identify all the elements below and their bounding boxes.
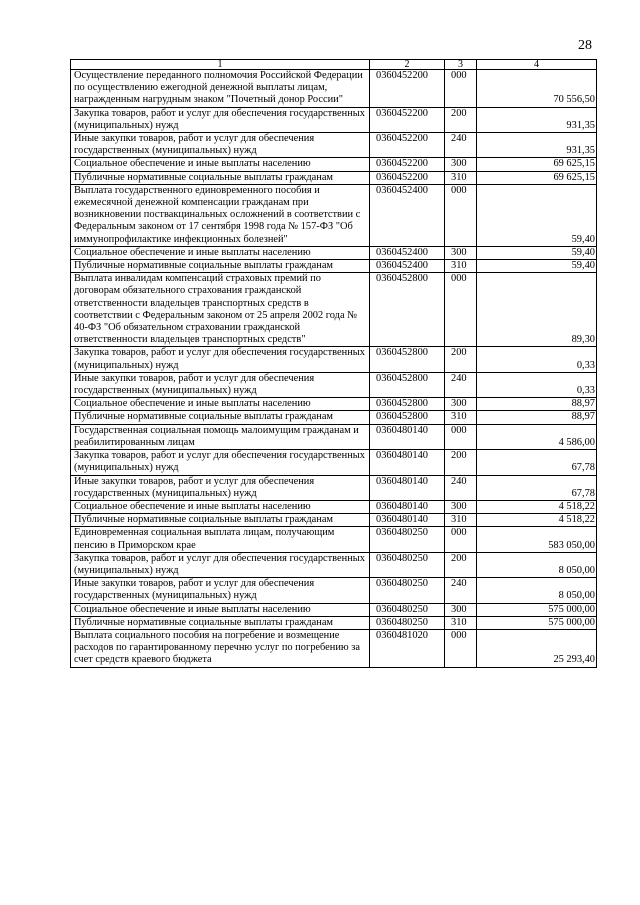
row-type: 000 bbox=[445, 273, 477, 347]
row-type: 200 bbox=[445, 552, 477, 577]
row-type: 240 bbox=[445, 475, 477, 500]
row-sum: 0,33 bbox=[477, 347, 597, 372]
row-code: 0360452200 bbox=[370, 171, 445, 184]
row-name: Выплата государственного единовременного пособия и ежемесячной денежной компенсации гражданам при возникновении поствакцинальных осложнений в соответствии с Федеральным законом от 17 сентября 1998 года № 157-ФЗ "Об иммунопрофилактике инфекционных болезней" bbox=[71, 184, 370, 246]
row-name: Публичные нормативные социальные выплаты гражданам bbox=[71, 260, 370, 273]
row-sum: 4 518,22 bbox=[477, 514, 597, 527]
row-type: 310 bbox=[445, 514, 477, 527]
row-name: Иные закупки товаров, работ и услуг для обеспечения государственных (муниципальных) нужд bbox=[71, 578, 370, 603]
row-type: 200 bbox=[445, 107, 477, 132]
row-name: Публичные нормативные социальные выплаты гражданам bbox=[71, 514, 370, 527]
row-name: Публичные нормативные социальные выплаты гражданам bbox=[71, 171, 370, 184]
row-sum: 931,35 bbox=[477, 107, 597, 132]
table-row bbox=[71, 70, 597, 108]
row-sum: 69 625,15 bbox=[477, 158, 597, 171]
row-type: 310 bbox=[445, 260, 477, 273]
row-sum: 4 586,00 bbox=[477, 424, 597, 449]
row-sum: 8 050,00 bbox=[477, 552, 597, 577]
header-col-4: 4 bbox=[477, 60, 597, 70]
table-row bbox=[71, 171, 597, 184]
row-code: 0360480250 bbox=[370, 616, 445, 629]
header-col-3: 3 bbox=[445, 60, 477, 70]
table-row bbox=[71, 260, 597, 273]
row-sum: 67,78 bbox=[477, 450, 597, 475]
row-sum: 8 050,00 bbox=[477, 578, 597, 603]
row-sum: 59,40 bbox=[477, 260, 597, 273]
row-code: 0360452800 bbox=[370, 372, 445, 397]
table-row bbox=[71, 133, 597, 158]
row-sum: 4 518,22 bbox=[477, 500, 597, 513]
row-type: 000 bbox=[445, 424, 477, 449]
row-name: Закупка товаров, работ и услуг для обеспечения государственных (муниципальных) нужд bbox=[71, 347, 370, 372]
row-type: 310 bbox=[445, 411, 477, 424]
row-code: 0360480250 bbox=[370, 578, 445, 603]
row-sum: 67,78 bbox=[477, 475, 597, 500]
row-code: 0360481020 bbox=[370, 629, 445, 667]
table-row bbox=[71, 552, 597, 577]
row-type: 310 bbox=[445, 171, 477, 184]
row-code: 0360452800 bbox=[370, 347, 445, 372]
row-code: 0360480140 bbox=[370, 475, 445, 500]
table-row bbox=[71, 411, 597, 424]
row-sum: 70 556,50 bbox=[477, 70, 597, 108]
table-row bbox=[71, 450, 597, 475]
row-code: 0360452800 bbox=[370, 273, 445, 347]
row-name: Социальное обеспечение и иные выплаты населению bbox=[71, 603, 370, 616]
row-sum: 88,97 bbox=[477, 411, 597, 424]
row-code: 0360452200 bbox=[370, 70, 445, 108]
row-sum: 89,30 bbox=[477, 273, 597, 347]
row-sum: 575 000,00 bbox=[477, 603, 597, 616]
row-type: 000 bbox=[445, 527, 477, 552]
row-name: Социальное обеспечение и иные выплаты населению bbox=[71, 246, 370, 259]
row-code: 0360452400 bbox=[370, 246, 445, 259]
table-row bbox=[71, 246, 597, 259]
row-name: Выплата инвалидам компенсаций страховых премий по договорам обязательного страхования гражданской ответственности владельцев транспортных средств в соответствии с Федеральным законом от 25 апреля 2002 года № 40-ФЗ "Об обязательном страховании гражданской ответственности владельцев транспортных средств" bbox=[71, 273, 370, 347]
table-row bbox=[71, 424, 597, 449]
header-col-2: 2 bbox=[370, 60, 445, 70]
table-row bbox=[71, 603, 597, 616]
table-row bbox=[71, 514, 597, 527]
table-header-row bbox=[71, 60, 597, 70]
row-sum: 583 050,00 bbox=[477, 527, 597, 552]
row-type: 300 bbox=[445, 500, 477, 513]
row-name: Иные закупки товаров, работ и услуг для обеспечения государственных (муниципальных) нужд bbox=[71, 475, 370, 500]
row-code: 0360452800 bbox=[370, 398, 445, 411]
row-type: 300 bbox=[445, 158, 477, 171]
row-code: 0360480140 bbox=[370, 424, 445, 449]
row-code: 0360480250 bbox=[370, 527, 445, 552]
row-name: Закупка товаров, работ и услуг для обеспечения государственных (муниципальных) нужд bbox=[71, 552, 370, 577]
row-name: Осуществление переданного полномочия Российской Федерации по осуществлению ежегодной денежной выплаты лицам, награжденным нагрудным знаком "Почетный донор России" bbox=[71, 70, 370, 108]
row-name: Закупка товаров, работ и услуг для обеспечения государственных (муниципальных) нужд bbox=[71, 450, 370, 475]
row-name: Социальное обеспечение и иные выплаты населению bbox=[71, 398, 370, 411]
row-sum: 575 000,00 bbox=[477, 616, 597, 629]
row-code: 0360452400 bbox=[370, 260, 445, 273]
row-type: 300 bbox=[445, 603, 477, 616]
table-row bbox=[71, 616, 597, 629]
row-code: 0360480250 bbox=[370, 552, 445, 577]
row-name: Публичные нормативные социальные выплаты гражданам bbox=[71, 616, 370, 629]
row-code: 0360452200 bbox=[370, 133, 445, 158]
row-name: Публичные нормативные социальные выплаты гражданам bbox=[71, 411, 370, 424]
row-name: Государственная социальная помощь малоимущим гражданам и реабилитированным лицам bbox=[71, 424, 370, 449]
table-row bbox=[71, 527, 597, 552]
table-row bbox=[71, 347, 597, 372]
row-name: Иные закупки товаров, работ и услуг для обеспечения государственных (муниципальных) нужд bbox=[71, 133, 370, 158]
row-sum: 59,40 bbox=[477, 246, 597, 259]
row-type: 200 bbox=[445, 450, 477, 475]
row-type: 200 bbox=[445, 347, 477, 372]
row-type: 000 bbox=[445, 70, 477, 108]
row-code: 0360480140 bbox=[370, 514, 445, 527]
row-type: 300 bbox=[445, 398, 477, 411]
row-name: Закупка товаров, работ и услуг для обеспечения государственных (муниципальных) нужд bbox=[71, 107, 370, 132]
table-row bbox=[71, 273, 597, 347]
page-number: 28 bbox=[578, 38, 592, 53]
table-row bbox=[71, 398, 597, 411]
table-row bbox=[71, 475, 597, 500]
row-code: 0360480250 bbox=[370, 603, 445, 616]
row-code: 0360452200 bbox=[370, 107, 445, 132]
table-row bbox=[71, 184, 597, 246]
row-code: 0360452200 bbox=[370, 158, 445, 171]
row-sum: 69 625,15 bbox=[477, 171, 597, 184]
row-type: 300 bbox=[445, 246, 477, 259]
row-type: 240 bbox=[445, 372, 477, 397]
row-type: 240 bbox=[445, 578, 477, 603]
row-code: 0360480140 bbox=[370, 450, 445, 475]
row-sum: 931,35 bbox=[477, 133, 597, 158]
row-type: 000 bbox=[445, 184, 477, 246]
row-name: Единовременная социальная выплата лицам, получающим пенсию в Приморском крае bbox=[71, 527, 370, 552]
row-code: 0360452800 bbox=[370, 411, 445, 424]
header-col-1: 1 bbox=[71, 60, 370, 70]
row-sum: 59,40 bbox=[477, 184, 597, 246]
row-type: 240 bbox=[445, 133, 477, 158]
table-row bbox=[71, 158, 597, 171]
table-row bbox=[71, 629, 597, 667]
row-type: 000 bbox=[445, 629, 477, 667]
table-row bbox=[71, 500, 597, 513]
row-sum: 0,33 bbox=[477, 372, 597, 397]
row-name: Социальное обеспечение и иные выплаты населению bbox=[71, 158, 370, 171]
budget-table bbox=[70, 59, 597, 668]
table-row bbox=[71, 107, 597, 132]
table-row bbox=[71, 578, 597, 603]
row-code: 0360452400 bbox=[370, 184, 445, 246]
row-sum: 25 293,40 bbox=[477, 629, 597, 667]
row-type: 310 bbox=[445, 616, 477, 629]
row-name: Иные закупки товаров, работ и услуг для обеспечения государственных (муниципальных) нужд bbox=[71, 372, 370, 397]
table-row bbox=[71, 372, 597, 397]
row-sum: 88,97 bbox=[477, 398, 597, 411]
row-name: Выплата социального пособия на погребение и возмещение расходов по гарантированному перечню услуг по погребению за счет средств краевого бюджета bbox=[71, 629, 370, 667]
row-code: 0360480140 bbox=[370, 500, 445, 513]
row-name: Социальное обеспечение и иные выплаты населению bbox=[71, 500, 370, 513]
